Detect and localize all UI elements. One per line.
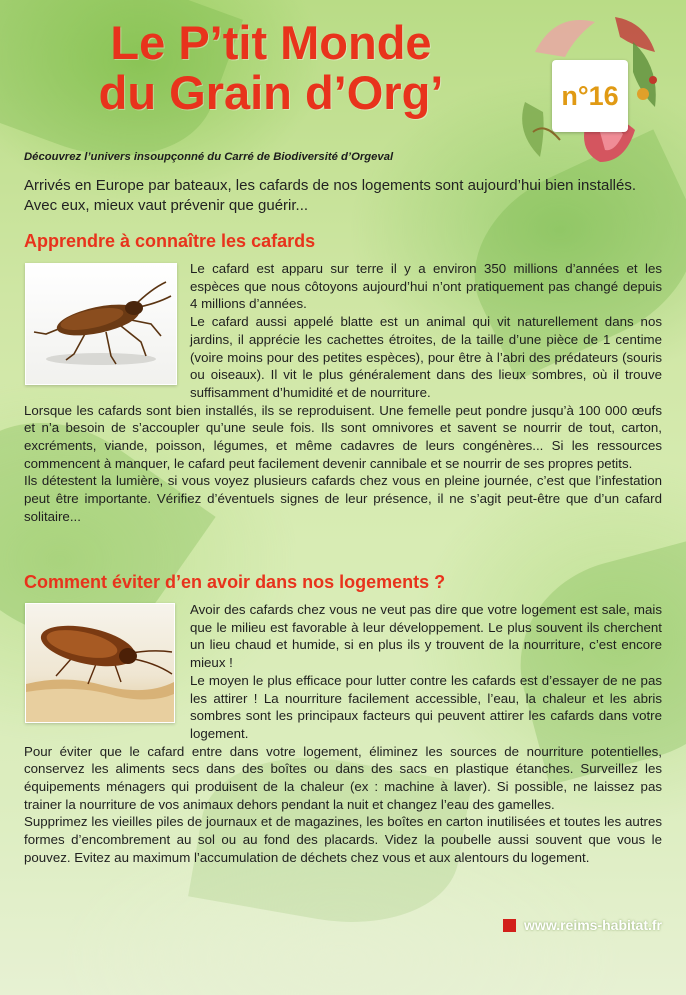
section2-paragraph: Avoir des cafards chez vous ne veut pas dire que votre logement est sale, mais que le milieu est favorable à leur développement. Le plus souvent ils cherchent un lieu chaud et humide, si en plus ils y trouvent de la nourriture, c’est encore mieux ! — [190, 602, 662, 671]
issue-badge-wreath — [515, 12, 665, 172]
section1-heading: Apprendre à connaître les cafards — [24, 231, 316, 251]
footer-url[interactable]: www.reims-habitat.fr — [524, 917, 662, 933]
cockroach-icon — [26, 264, 176, 384]
section2-paragraph: Supprimez les vieilles piles de journaux et de magazines, les boîtes en carton inutilisées et toutes les autres formes d’encombrement au sol ou au fond des placards. Videz la poubelle aussi souvent que vous le pouvez. Evitez au maximum l’accumulation de déchets chez vous et aux alentours du logement. — [24, 814, 662, 865]
issue-number-badge — [552, 60, 628, 132]
section2-paragraph: Le moyen le plus efficace pour lutter contre les cafards est d’essayer de ne pas les attirer ! La nourriture facilement accessible, l’eau, la chaleur et les abris sombres sont les principaux facteurs qui peuvent attirer les cafards dans votre logement. — [190, 672, 662, 741]
page-title — [36, 18, 506, 118]
issue-number: n°16 — [561, 80, 619, 111]
cockroach-photo — [25, 263, 177, 385]
subtitle: Découvrez l’univers insoupçonné du Carré de Biodiversité d’Orgeval — [24, 151, 394, 163]
title-line-2: du Grain d’Org’ — [98, 66, 444, 119]
section1-paragraph: Le cafard est apparu sur terre il y a environ 350 millions d’années et les espèces que nous côtoyons aujourd’hui n’ont pratiquement pas changé depuis 4 millions d’années. — [190, 261, 662, 312]
section1-paragraph: Le cafard aussi appelé blatte est un animal qui vit naturellement dans nos jardins, il apprécie les cachettes étroites, de la taille d’une pièce de 1 centime (voire moins pour des petites espèces), pour être à l’abri des prédateurs (souris ou oiseaux). Il vit le plus généralement dans des lieux sombres, où il trouve suffisamment d’humidité et de nourriture. — [190, 314, 662, 400]
section2-paragraph: Pour éviter que le cafard entre dans votre logement, éliminez les sources de nourriture potentielles, conservez les aliments secs dans des boîtes ou dans des sacs en plastique étanches. Surveillez les équipements ménagers qui produisent de la chaleur (ex : machine à laver). Si possible, ne laissez pas trainer la nourriture de vos animaux dehors pendant la nuit et changez l’eau des gamelles. — [24, 743, 662, 812]
footer-website[interactable] — [503, 917, 662, 933]
section1-paragraph: Ils détestent la lumière, si vous voyez plusieurs cafards chez vous en pleine journée, c’est que l’infestation peut être importante. Vérifiez d’éventuels signes de leur présence, il ne s’agit peut-être que d’un cafard solitaire... — [24, 473, 662, 524]
intro-text: Arrivés en Europe par bateaux, les cafards de nos logements sont aujourd’hui bien installés. Avec eux, mieux vaut prévenir que guérir... — [24, 177, 637, 214]
title-line-1: Le P’tit Monde — [110, 16, 432, 69]
red-square-icon — [503, 919, 516, 932]
cockroach-on-bread-photo — [25, 603, 175, 723]
cockroach-bread-icon — [26, 604, 174, 722]
section1-paragraph: Lorsque les cafards sont bien installés, ils se reproduisent. Une femelle peut pondre jusqu’à 100 000 œufs et n’a besoin de s’accoupler qu’une seule fois. Ils sont omnivores et savent se nourrir de tout, carton, excréments, viande, poisson, légumes, et même cadavres de leurs congénères... Si les ressources commencent à manquer, le cafard peut facilement devenir cannibale et se nourrir de ses propres petits. — [24, 402, 662, 471]
section2-heading: Comment éviter d’en avoir dans nos logements ? — [24, 572, 446, 592]
